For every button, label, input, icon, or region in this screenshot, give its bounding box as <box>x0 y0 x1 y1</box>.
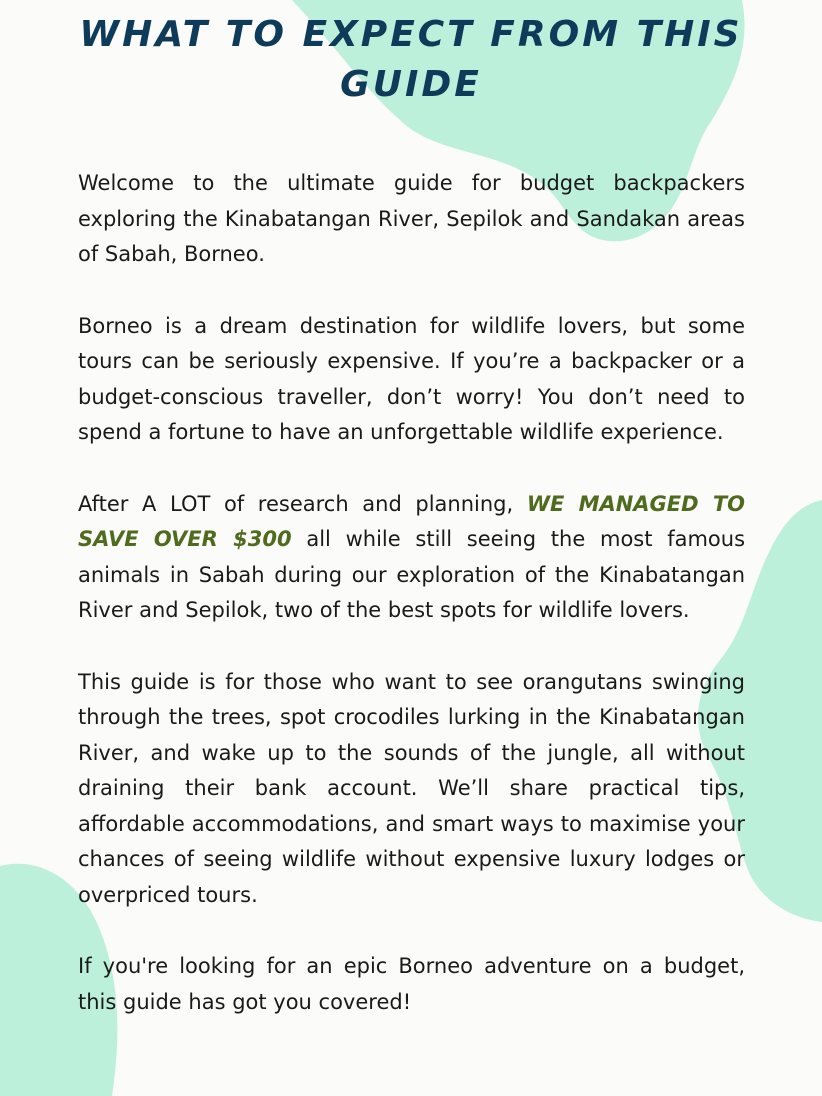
budget-paragraph: Borneo is a dream destination for wildlife lovers, but some tours can be seriously expensive. If you’re a backpacker or a budget-conscious traveller, don’t worry! You don’t need to spend a fortune to have an unforgettable wildlife experience. <box>78 313 745 444</box>
intro-paragraph: Welcome to the ultimate guide for budget backpackers exploring the Kinabatangan River, Sepilok and Sandakan areas of Sabah, Borneo. <box>78 171 745 266</box>
savings-highlight: WE MANAGED TO SAVE OVER $300 <box>78 491 745 551</box>
savings-text-before: After A LOT of research and planning, <box>78 491 527 516</box>
page-title: WHAT TO EXPECT FROM THIS GUIDE <box>79 14 743 105</box>
guide-body <box>78 166 745 1056</box>
audience-paragraph: This guide is for those who want to see orangutans swinging through the trees, spot crocodiles lurking in the Kinabatangan River, and wake up to the sounds of the jungle, all without draining their bank account. We’ll share practical tips, affordable accommodations, and smart ways to maximise your chances of seeing wildlife without expensive luxury lodges or overpriced tours. <box>78 669 745 907</box>
closing-paragraph: If you're looking for an epic Borneo adventure on a budget, this guide has got you covered! <box>78 954 745 1014</box>
savings-text-after: all while still seeing the most famous animals in Sabah during our exploration of the Kinabatangan River and Sepilok, two of the best spots for wildlife lovers. <box>78 527 746 622</box>
savings-paragraph <box>78 487 745 629</box>
